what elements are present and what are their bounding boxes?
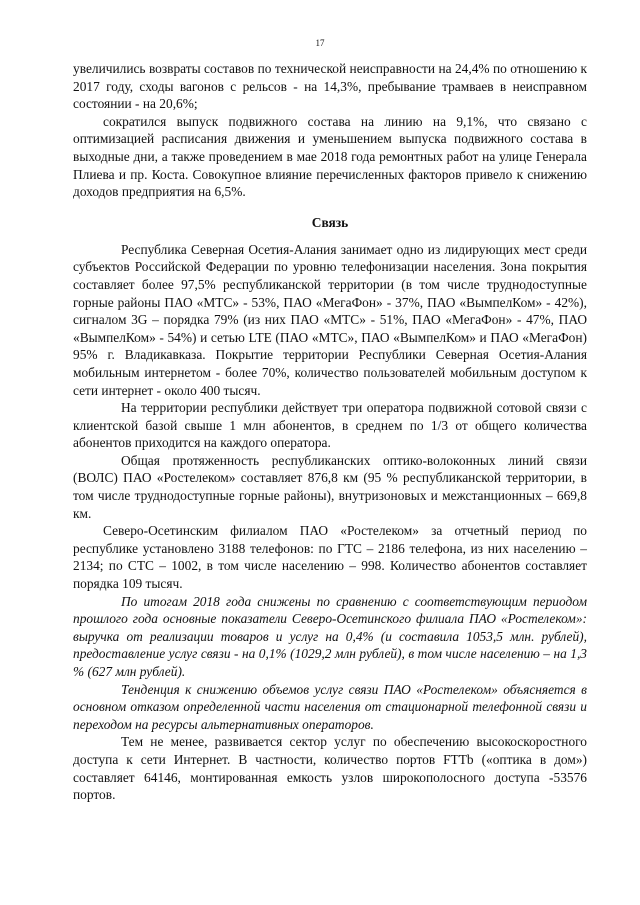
paragraph-reduced-output: сократился выпуск подвижного состава на линию на 9,1%, что связано с оптимизацией расписания движения и уменьшением выпуска подвижного состава в выходные дни, а также проведением в мае 2018 года ремонтных работ на улице Генерала Плиева и пр. Коста. Совокупное влияние перечисленных факторов привело к снижению доходов предприятия на 6,5%.	[73, 113, 587, 200]
section-title: Связь	[311, 214, 349, 230]
page-content	[73, 60, 587, 804]
paragraph-broadband: Тем не менее, развивается сектор услуг по обеспечению высокоскоростного доступа к сети Интернет. В частности, количество портов FTTb («оптика в дом») составляет 64146, монтированная емкость узлов широкополосного доступа -53576 портов.	[73, 734, 587, 803]
paragraph-fiber-lines: Общая протяженность республиканских оптико-волоконных линий связи (ВОЛС) ПАО «Ростелеком» составляет 876,8 км (95 % республиканской территории, в том числе труднодоступные горные районы), внутризоновых и межстанционных – 669,8 км.	[73, 452, 587, 521]
paragraph-decline-trend: Тенденция к снижению объемов услуг связи ПАО «Ростелеком» объясняется в основном отказом определенной части населения от стационарной телефонной связи и переходом на ресурсы альтернативных операторов.	[73, 681, 587, 732]
paragraph-mobile-operators: На территории республики действует три оператора подвижной сотовой связи с клиентской базой свыше 1 млн абонентов, в среднем по 1/3 от общего количества абонентов приходится на каждого оператора.	[73, 400, 587, 451]
paragraph-returns: увеличились возвраты составов по технической неисправности на 24,4% по отношению к 2017 году, сходы вагонов с рельсов - на 14,3%, пребывание трамваев в неисправном состоянии - на 20,6%;	[73, 61, 587, 112]
page-number: 17	[315, 38, 325, 48]
paragraph-telephony-coverage: Республика Северная Осетия-Алания занимает одно из лидирующих мест среди субъектов Российской Федерации по уровню телефонизации населения. Зона покрытия составляет более 97,5% республиканской территории (в том числе труднодоступные горные районы ПАО «МТС» - 53%, ПАО «МегаФон» - 37%, ПАО «ВымпелКом» - 42%), сигналом 3G – порядка 79% (из них ПАО «МТС» - 51%, ПАО «МегаФон» - 47%, ПАО «ВымпелКом» - 54%) и сетью LTE (ПАО «МТС», ПАО «ВымпелКом» и ПАО «МегаФон) 95% г. Владикавказа. Покрытие территории Республики Северная Осетия-Алания мобильным интернетом - более 70%, количество пользователей мобильным доступом к сети интернет - около 400 тысяч.	[73, 241, 587, 398]
paragraph-installed-phones: Северо-Осетинским филиалом ПАО «Ростелеком» за отчетный период по республике установлено 3188 телефонов: по ГТС – 2186 телефона, из них населению – 2134; по СТС – 1002, в том числе населению – 998. Количество абонентов составляет порядка 109 тысяч.	[73, 523, 587, 592]
paragraph-results-2018: По итогам 2018 года снижены по сравнению с соответствующим периодом прошлого года основные показатели Северо-Осетинского филиала ПАО «Ростелеком»: выручка от реализации товаров и услуг на 0,4% (и составила 1053,5 млн. рублей), предоставление услуг связи - на 0,1% (1029,2 млн рублей), в том числе населению – на 1,3 % (627 млн рублей).	[73, 593, 587, 679]
